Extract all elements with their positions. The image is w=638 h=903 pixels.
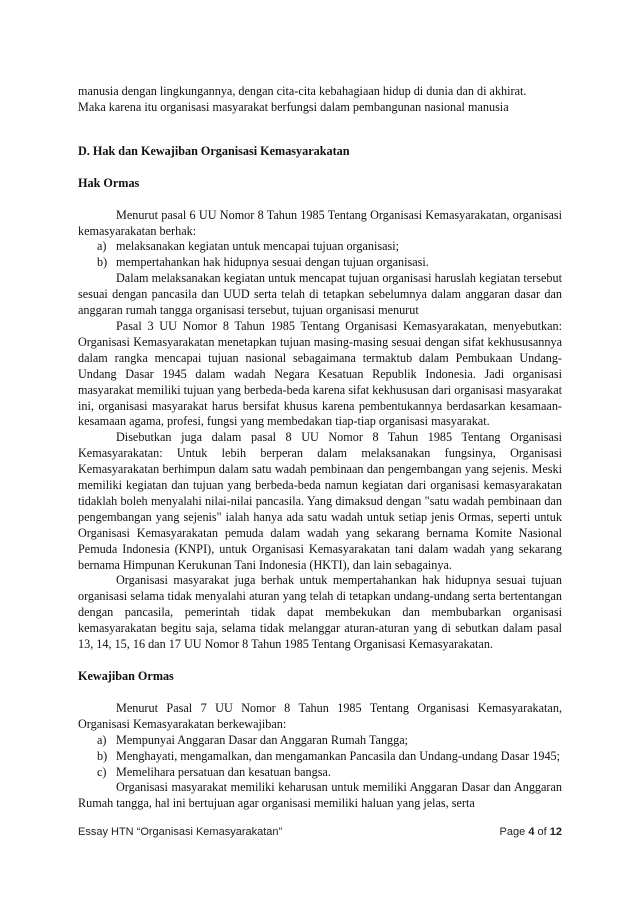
page-word: Page — [499, 826, 526, 838]
list-item-text: mempertahankan hak hidupnya sesuai dengan tujuan organisasi. — [116, 255, 429, 270]
list-marker: a) — [97, 732, 107, 747]
kewajiban-lead: Menurut Pasal 7 UU Nomor 8 Tahun 1985 Tentang Organisasi Kemasyarakatan, Organisasi Kemasyarakatan berkewajiban: — [78, 700, 562, 731]
page-number: 4 — [528, 826, 535, 838]
list-item-text: Menghayati, mengamalkan, dan mengamankan Pancasila dan Undang-undang Dasar 1945; — [116, 748, 561, 763]
kewajiban-ormas-heading: Kewajiban Ormas — [78, 669, 174, 683]
hak-list — [78, 239, 562, 271]
list-item-text: Mempunyai Anggaran Dasar dan Anggaran Rumah Tangga; — [116, 732, 409, 747]
list-item — [78, 749, 562, 765]
list-marker: b) — [97, 748, 108, 763]
footer-title: Essay HTN “Organisasi Kemasyarakatan” — [78, 826, 283, 838]
page-total: 12 — [549, 826, 562, 838]
intro-line-1: manusia dengan lingkungannya, dengan cita-cita kebahagiaan hidup di dunia dan di akhirat. — [78, 84, 527, 98]
list-item — [78, 239, 562, 255]
list-item — [78, 255, 562, 271]
kewajiban-list — [78, 733, 562, 781]
hak-paragraph-1: Dalam melaksanakan kegiatan untuk mencapat tujuan organisasi haruslah kegiatan tersebut sesuai dengan pancasila dan UUD serta telah di tetapkan sebelumnya dalam anggaran dasar dan anggaran rumah tangga organisasi tersebut, tujuan organisasi menurut — [78, 271, 562, 318]
page-indicator — [500, 826, 562, 838]
list-marker: b) — [97, 255, 108, 270]
list-marker: a) — [97, 239, 107, 254]
hak-lead: Menurut pasal 6 UU Nomor 8 Tahun 1985 Tentang Organisasi Kemasyarakatan, organisasi kemasyarakatan berhak: — [78, 207, 562, 238]
section-title: D. Hak dan Kewajiban Organisasi Kemasyarakatan — [78, 143, 350, 158]
list-item — [78, 765, 562, 781]
list-item — [78, 733, 562, 749]
list-item-text: melaksanakan kegiatan untuk mencapai tujuan organisasi; — [116, 239, 400, 254]
of-word: of — [537, 826, 547, 838]
kewajiban-paragraph-1: Organisasi masyarakat memiliki keharusan untuk memiliki Anggaran Dasar dan Anggaran Rumah tangga, hal ini bertujuan agar organisasi memiliki haluan yang jelas, serta — [78, 780, 562, 811]
hak-paragraph-4: Organisasi masyarakat juga berhak untuk mempertahankan hak hidupnya sesuai tujuan organisasi selama tidak menyalahi aturan yang telah di tetapkan undang-undang serta bertentangan dengan pancasila, pemerintah tidak dapat membekukan dan membubarkan organisasi kemasyarakatan begitu saja, selama tidak melanggar aturan-aturan yang di sebutkan dalam pasal 13, 14, 15, 16 dan 17 UU Nomor 8 Tahun 1985 Tentang Organisasi Kemasyarakatan. — [78, 573, 562, 652]
list-marker: c) — [97, 764, 107, 779]
list-item-text: Memelihara persatuan dan kesatuan bangsa. — [116, 764, 331, 779]
document-body — [78, 84, 562, 812]
intro-line-2: Maka karena itu organisasi masyarakat berfungsi dalam pembangunan nasional manusia — [78, 99, 509, 114]
hak-ormas-heading: Hak Ormas — [78, 175, 140, 190]
hak-paragraph-3: Disebutkan juga dalam pasal 8 UU Nomor 8 Tahun 1985 Tentang Organisasi Kemasyarakatan: Untuk lebih berperan dalam melaksanakan fungsinya, Organisasi Kemasyarakatan berhimpun dalam satu wadah pembinaan dan pengembangan yang sejenis. Meski memiliki kegiatan dan tujuan yang berbeda-beda namun kegiatan dari organisasi kemasyarakatan tidaklah boleh menyalahi nilai-nilai pancasila. Yang dimaksud dengan "satu wadah pembinaan dan pengembangan yang sejenis" ialah hanya ada satu wadah untuk setiap jenis Ormas, seperti untuk Organisasi Kemasyarakatan pemuda dalam wadah yang sekarang bernama Komite Nasional Pemuda Indonesia (KNPI), untuk Organisasi Kemasyarakatan tani dalam wadah yang sekarang bernama Himpunan Kerukunan Tani Indonesia (HKTI), dan lain sebagainya. — [78, 430, 562, 572]
hak-paragraph-2: Pasal 3 UU Nomor 8 Tahun 1985 Tentang Organisasi Kemasyarakatan, menyebutkan: Organisasi Kemasyarakatan menetapkan tujuan masing-masing sesuai dengan sifat kekhususannya dalam rangka mencapai tujuan nasional sebagaimana termaktub dalam Pembukaan Undang-Undang Dasar 1945 dalam wadah Negara Kesatuan Republik Indonesia. Jadi organisasi masyarakat memiliki tujuan yang berbeda-beda karena sifat kekhususan dari organisasi masyarakat ini, organisasi masyarakat harus bersifat khusus karena pembentukannya berdasarkan kesamaan-kesamaan agama, profesi, fungsi yang membedakan tiap-tiap organisasi masyarakat. — [78, 318, 562, 429]
